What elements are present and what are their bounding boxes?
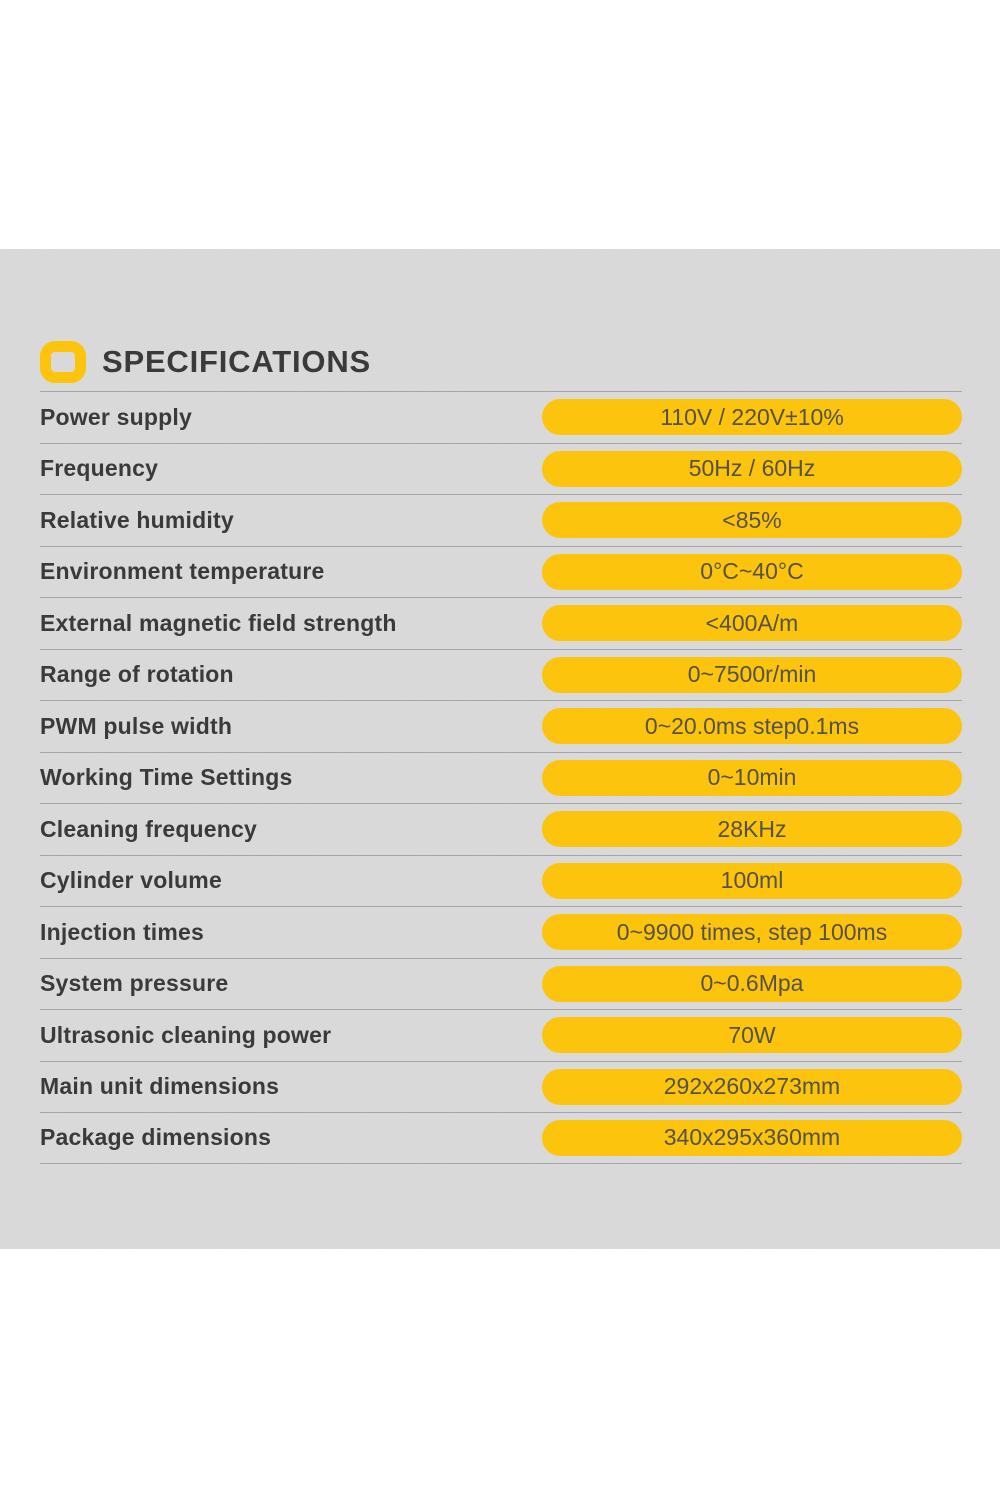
spec-value-pill: 70W [542,1017,962,1053]
spec-row [40,958,962,1010]
section-header [40,341,962,383]
spec-label: Ultrasonic cleaning power [40,1021,332,1048]
spec-value-pill: 0~20.0ms step0.1ms [542,708,962,744]
spec-table [40,391,962,1164]
spec-row [40,443,962,495]
spec-row [40,649,962,701]
spec-label: Main unit dimensions [40,1073,280,1100]
spec-row [40,700,962,752]
spec-label: Range of rotation [40,661,234,688]
spec-value-pill: 0~10min [542,760,962,796]
spec-label: Environment temperature [40,558,325,585]
spec-value-pill: 0~7500r/min [542,657,962,693]
spec-label: Working Time Settings [40,764,293,791]
spec-value-pill: <85% [542,502,962,538]
spec-label: Package dimensions [40,1124,272,1151]
spec-label: Cleaning frequency [40,815,258,842]
spec-row [40,546,962,598]
spec-panel [0,249,1000,1249]
spec-value-pill: 100ml [542,863,962,899]
spec-value-pill: 0~9900 times, step 100ms [542,914,962,950]
spec-row [40,906,962,958]
spec-label: PWM pulse width [40,712,233,739]
spec-value-pill: 340x295x360mm [542,1120,962,1156]
spec-label: Frequency [40,455,159,482]
section-title: SPECIFICATIONS [102,344,371,379]
spec-row [40,803,962,855]
spec-content [0,249,1000,1164]
spec-row [40,1061,962,1113]
spec-row [40,1009,962,1061]
spec-row [40,391,962,443]
spec-value-pill: <400A/m [542,605,962,641]
rounded-square-bullet-icon [40,341,86,383]
spec-value-pill: 28KHz [542,811,962,847]
spec-label: Cylinder volume [40,867,222,894]
spec-label: Relative humidity [40,506,234,533]
spec-row [40,752,962,804]
spec-row [40,855,962,907]
spec-value-pill: 0°C~40°C [542,554,962,590]
spec-label: Injection times [40,918,205,945]
spec-row [40,494,962,546]
spec-value-pill: 50Hz / 60Hz [542,451,962,487]
spec-row [40,597,962,649]
spec-value-pill: 110V / 220V±10% [542,399,962,435]
spec-label: System pressure [40,970,229,997]
spec-value-pill: 292x260x273mm [542,1069,962,1105]
spec-label: Power supply [40,403,192,430]
spec-label: External magnetic field strength [40,609,397,636]
spec-value-pill: 0~0.6Mpa [542,966,962,1002]
spec-row [40,1112,962,1164]
